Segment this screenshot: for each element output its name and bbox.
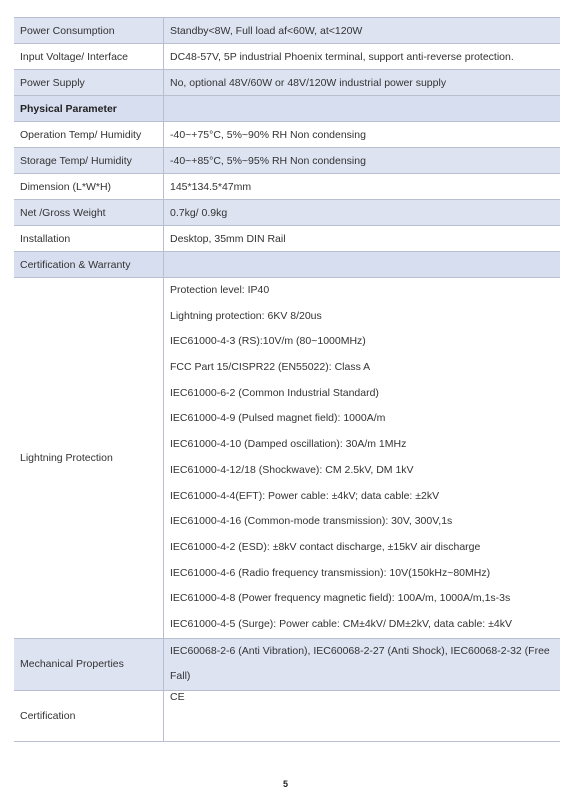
lightning-line: IEC61000-4-12/18 (Shockwave): CM 2.5kV, DM 1kV xyxy=(170,463,414,476)
lightning-line: IEC61000-4-16 (Common-mode transmission): 30V, 300V,1s xyxy=(170,515,453,528)
table-row xyxy=(14,148,560,174)
row-value: Desktop, 35mm DIN Rail xyxy=(164,226,561,252)
spec-table xyxy=(14,17,560,742)
row-label: Input Voltage/ Interface xyxy=(14,44,164,70)
row-label: Lightning Protection xyxy=(14,278,164,639)
row-value: IEC60068-2-6 (Anti Vibration), IEC60068-2-27 (Anti Shock), IEC60068-2-32 (Free Fall) xyxy=(164,638,561,690)
row-value: DC48-57V, 5P industrial Phoenix terminal, support anti-reverse protection. xyxy=(164,44,561,70)
section-filler xyxy=(164,96,561,122)
row-value: -40~+75°C, 5%~90% RH Non condensing xyxy=(164,122,561,148)
row-label: Power Supply xyxy=(14,70,164,96)
row-label: Storage Temp/ Humidity xyxy=(14,148,164,174)
page-number: 5 xyxy=(282,779,288,789)
lightning-line: FCC Part 15/CISPR22 (EN55022): Class A xyxy=(170,361,371,374)
table-row xyxy=(14,18,560,44)
table-row xyxy=(14,70,560,96)
section-title-certification: Certification & Warranty xyxy=(14,252,164,278)
lightning-lines xyxy=(164,278,561,639)
table-row xyxy=(14,200,560,226)
lightning-line: Lightning protection: 6KV 8/20us xyxy=(170,309,322,322)
section-filler xyxy=(164,252,561,278)
lightning-line: Protection level: IP40 xyxy=(170,284,270,296)
row-label: Certification xyxy=(14,690,164,741)
lightning-line: IEC61000-4-2 (ESD): ±8kV contact discharge, ±15kV air discharge xyxy=(170,540,481,553)
row-label: Operation Temp/ Humidity xyxy=(14,122,164,148)
lightning-line: IEC61000-4-9 (Pulsed magnet field): 1000A/m xyxy=(170,412,386,425)
section-header-row xyxy=(14,96,560,122)
row-label: Installation xyxy=(14,226,164,252)
row-value: 145*134.5*47mm xyxy=(164,174,561,200)
section-header-row xyxy=(14,252,560,278)
section-title-physical: Physical Parameter xyxy=(14,96,164,122)
row-label: Mechanical Properties xyxy=(14,638,164,690)
row-value: -40~+85°C, 5%~95% RH Non condensing xyxy=(164,148,561,174)
lightning-line: IEC61000-6-2 (Common Industrial Standard) xyxy=(170,386,379,399)
table-row xyxy=(14,122,560,148)
row-value: CE xyxy=(164,690,561,741)
row-value: No, optional 48V/60W or 48V/120W industrial power supply xyxy=(164,70,561,96)
lightning-line: IEC61000-4-6 (Radio frequency transmission): 10V(150kHz~80MHz) xyxy=(170,566,491,579)
row-value: 0.7kg/ 0.9kg xyxy=(164,200,561,226)
row-label: Power Consumption xyxy=(14,18,164,44)
lightning-line: IEC61000-4-3 (RS):10V/m (80~1000MHz) xyxy=(170,335,366,348)
lightning-line: IEC61000-4-8 (Power frequency magnetic field): 100A/m, 1000A/m,1s-3s xyxy=(170,592,511,605)
row-label: Dimension (L*W*H) xyxy=(14,174,164,200)
row-label: Net /Gross Weight xyxy=(14,200,164,226)
table-row xyxy=(14,174,560,200)
table-row-lightning xyxy=(14,278,560,639)
table-row-certification xyxy=(14,690,560,741)
table-row xyxy=(14,44,560,70)
lightning-line: IEC61000-4-10 (Damped oscillation): 30A/m 1MHz xyxy=(170,438,407,451)
row-value: Standby<8W, Full load af<60W, at<120W xyxy=(164,18,561,44)
table-row xyxy=(14,226,560,252)
lightning-line: IEC61000-4-5 (Surge): Power cable: CM±4kV/ DM±2kV, data cable: ±4kV xyxy=(170,617,512,630)
table-row-mechanical xyxy=(14,638,560,690)
lightning-line: IEC61000-4-4(EFT): Power cable: ±4kV; data cable: ±2kV xyxy=(170,489,440,502)
